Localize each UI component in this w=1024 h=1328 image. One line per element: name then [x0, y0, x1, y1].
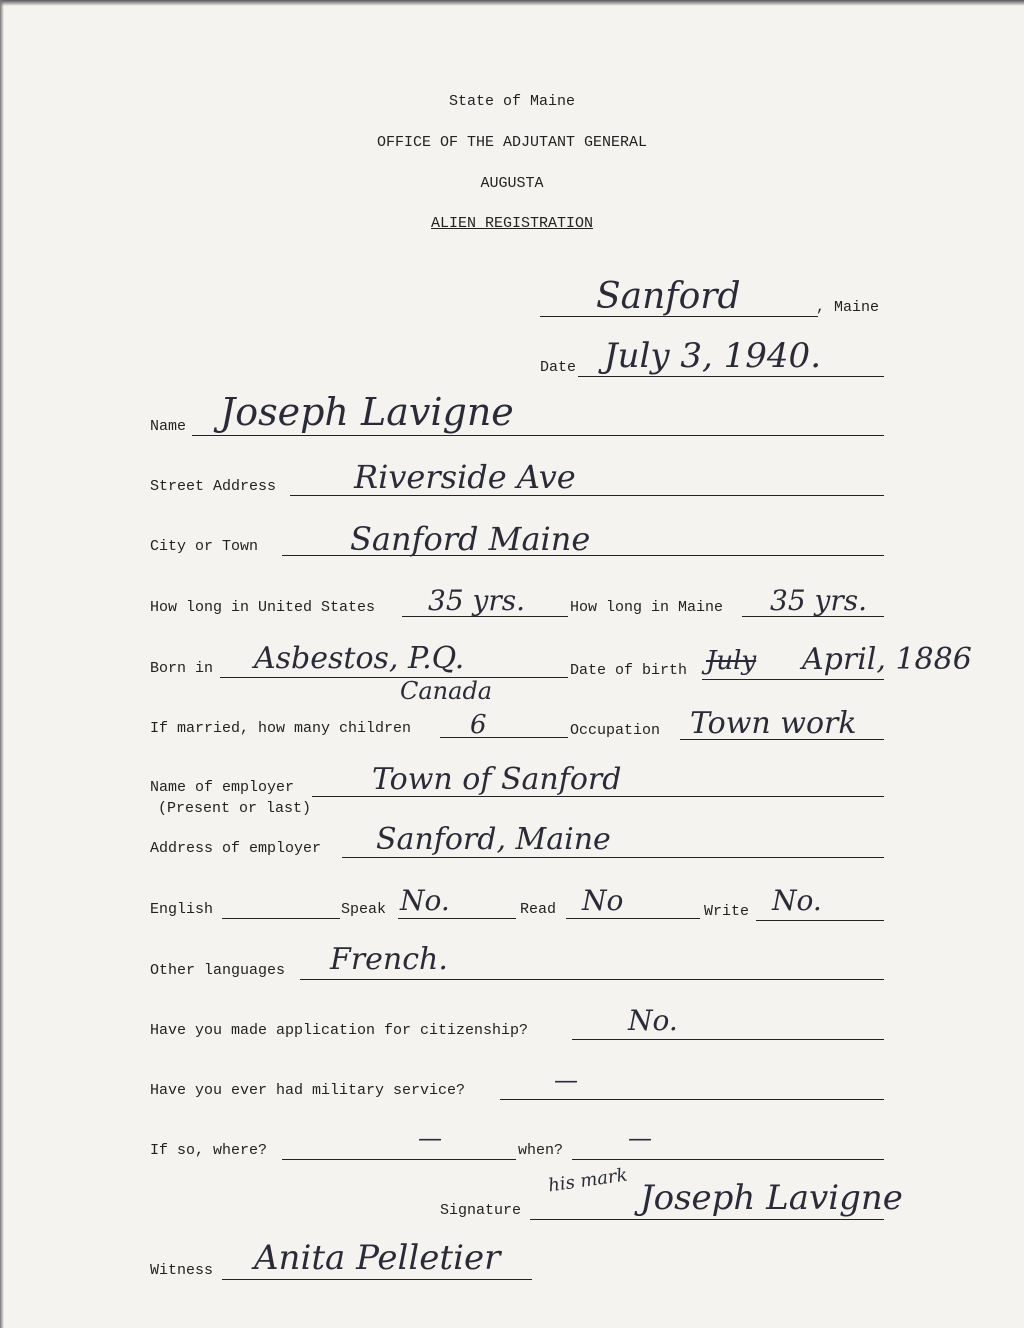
employer-address-line: [342, 857, 884, 858]
scan-edge-left: [0, 0, 4, 1328]
english-label: English: [150, 901, 214, 918]
signature-entry: Joseph Lavigne: [640, 1178, 903, 1218]
children-entry: 6: [470, 710, 487, 740]
date-entry: July 3, 1940.: [604, 336, 821, 376]
speak-entry: No.: [400, 884, 450, 917]
street-entry: Riverside Ave: [354, 458, 576, 496]
citizenship-entry: No.: [628, 1004, 678, 1037]
if-so-where-label: If so, where?: [150, 1142, 268, 1159]
born-in-entry: Asbestos, P.Q.: [254, 641, 465, 676]
write-line: [756, 920, 884, 921]
write-entry: No.: [772, 884, 822, 917]
employer-note-label: (Present or last): [158, 800, 312, 817]
dob-label: Date of birth: [570, 662, 688, 679]
employer-address-entry: Sanford, Maine: [376, 822, 611, 857]
born-in-label: Born in: [150, 660, 214, 677]
write-label: Write: [704, 903, 750, 920]
military-line: [500, 1099, 884, 1100]
read-line: [566, 918, 700, 919]
when-entry: —: [628, 1124, 652, 1152]
english-line: [222, 918, 340, 919]
employer-address-label: Address of employer: [150, 840, 322, 857]
date-label: Date: [540, 359, 577, 376]
maine-label: , Maine: [816, 299, 880, 316]
name-label: Name: [150, 418, 187, 435]
witness-line: [222, 1279, 532, 1280]
born-in-line: [220, 677, 568, 678]
date-line: [578, 376, 884, 377]
how-long-maine-entry: 35 yrs.: [770, 584, 868, 617]
when-line: [572, 1159, 884, 1160]
witness-entry: Anita Pelletier: [254, 1238, 501, 1278]
header-title: [0, 215, 1024, 232]
name-line: [192, 435, 884, 436]
employer-name-label: Name of employer: [150, 779, 295, 796]
children-label: If married, how many children: [150, 720, 412, 737]
scan-edge-top: [0, 0, 1024, 6]
town-entry: Sanford: [596, 276, 741, 317]
dob-entry: April, 1886: [802, 642, 972, 677]
dob-line: [702, 679, 884, 680]
where-entry: —: [418, 1124, 442, 1152]
how-long-us-label: How long in United States: [150, 599, 376, 616]
signature-label: Signature: [440, 1202, 522, 1219]
military-label: Have you ever had military service?: [150, 1082, 466, 1099]
employer-name-entry: Town of Sanford: [372, 762, 622, 797]
how-long-us-entry: 35 yrs.: [428, 584, 526, 617]
witness-label: Witness: [150, 1262, 214, 1279]
occupation-entry: Town work: [690, 706, 857, 741]
signature-line: [530, 1219, 884, 1220]
other-languages-line: [300, 979, 884, 980]
military-entry: —: [554, 1066, 578, 1094]
dob-struck-entry: July: [706, 646, 757, 676]
other-languages-label: Other languages: [150, 962, 286, 979]
speak-line: [398, 918, 516, 919]
street-label: Street Address: [150, 478, 277, 495]
born-in-country-entry: Canada: [400, 677, 493, 705]
when-label: when?: [518, 1142, 564, 1159]
citizenship-line: [572, 1039, 884, 1040]
where-line: [282, 1159, 516, 1160]
form-title: ALIEN REGISTRATION: [430, 215, 594, 232]
children-line: [440, 737, 568, 738]
citizenship-label: Have you made application for citizenship?: [150, 1022, 529, 1039]
other-languages-entry: French.: [330, 942, 448, 977]
city-entry: Sanford Maine: [350, 520, 591, 558]
read-label: Read: [520, 901, 557, 918]
city-label: City or Town: [150, 538, 259, 555]
read-entry: No: [582, 884, 624, 917]
signature-mark-entry: his mark: [546, 1164, 629, 1197]
header-office: OFFICE OF THE ADJUTANT GENERAL: [376, 134, 648, 151]
speak-label: Speak: [341, 901, 387, 918]
header-state: State of Maine: [448, 93, 576, 110]
header-city: AUGUSTA: [480, 175, 544, 192]
how-long-maine-label: How long in Maine: [570, 599, 724, 616]
name-entry: Joseph Lavigne: [220, 390, 514, 434]
occupation-label: Occupation: [570, 722, 661, 739]
